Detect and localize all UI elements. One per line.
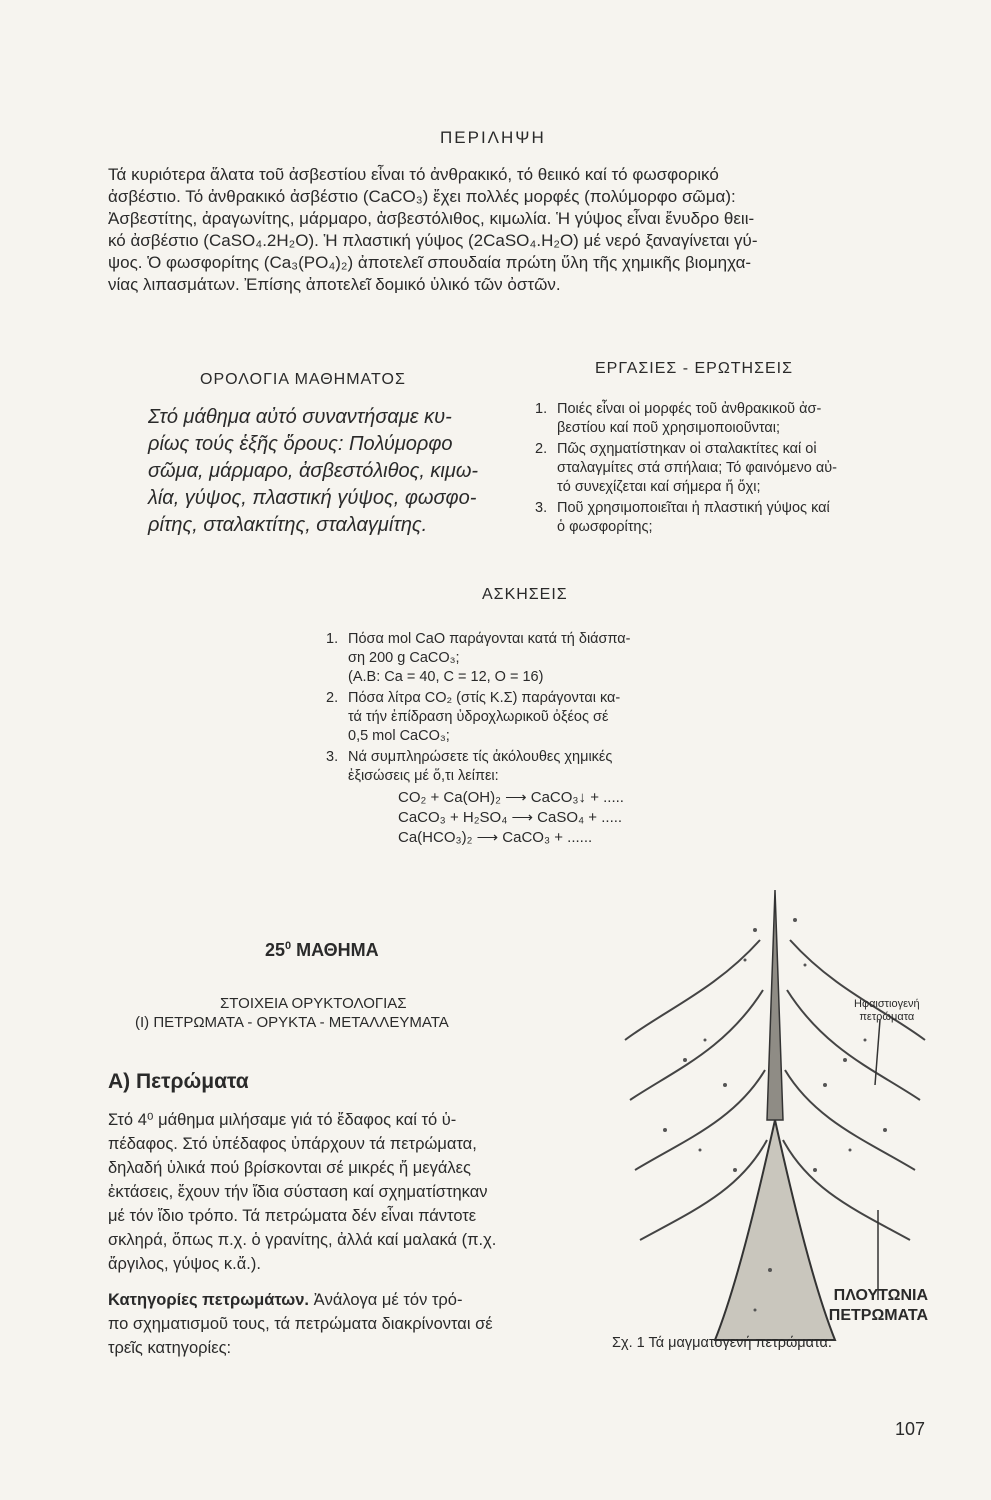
question-line: βεστίου καί ποῦ χρησιμοποιοῦνται;	[557, 420, 781, 436]
terminology-title: ΟΡΟΛΟΓΙΑ ΜΑΘΗΜΑΤΟΣ	[200, 371, 406, 388]
equations	[326, 788, 706, 848]
label-volcanic	[854, 998, 920, 1024]
terminology-line: ρίως τούς ἑξῆς ὅρους: Πολύμορφο	[148, 433, 453, 455]
categories-heading: Κατηγορίες πετρωμάτων.	[108, 1291, 309, 1309]
label-plutonic	[806, 1286, 928, 1326]
lesson-number-sup: 0	[285, 940, 292, 952]
lesson-number: 25	[265, 940, 286, 960]
exercise-line: 0,5 mol CaCO₃;	[348, 728, 450, 744]
paragraph-line: πο σχηματισμοῦ τους, τά πετρώματα διακρίνονται σέ	[108, 1315, 493, 1333]
question-line: ὁ φωσφορίτης;	[557, 519, 653, 535]
question-line: Πῶς σχηματίστηκαν οἱ σταλακτίτες καί οἱ	[557, 441, 817, 457]
summary-line: κό ἀσβέστιο (CaSO₄.2H₂O). Ἡ πλαστική γύψος (2CaSO₄.H₂O) μέ νερό ξαναγίνεται γύ-	[108, 231, 758, 250]
lesson-paragraph-1	[108, 1108, 588, 1276]
exercise-item	[326, 630, 706, 687]
terminology-line: σῶμα, μάρμαρο, ἀσβεστόλιθος, κιμω-	[148, 460, 479, 482]
label-line: Ηφαιστιογενή	[854, 998, 920, 1010]
paragraph-line: Στό 4⁰ μάθημα μιλήσαμε γιά τό ἔδαφος καί τό ὑ-	[108, 1111, 457, 1129]
question-line: τό συνεχίζεται καί σήμερα ἤ ὄχι;	[557, 479, 761, 495]
exercise-line: Πόσα λίτρα CO₂ (στίς Κ.Σ) παράγονται κα-	[348, 690, 621, 706]
label-line: ΠΛΟΥΤΩΝΙΑ	[833, 1287, 928, 1304]
question-item	[535, 400, 915, 438]
magmatic-rocks-illustration	[595, 870, 955, 1350]
question-line: σταλαγμίτες στά σπήλαια; Τό φαινόμενο αὐ-	[557, 460, 837, 476]
rock-layers-right	[783, 940, 925, 1240]
terminology-text	[148, 404, 518, 539]
exercise-line: (Α.Β: Ca = 40, C = 12, O = 16)	[348, 669, 544, 685]
question-number: 1.	[535, 401, 548, 417]
summary-line: νίας λιπασμάτων. Ἐπίσης ἀποτελεῖ δομικό ὑλικό τῶν ὀστῶν.	[108, 275, 561, 294]
figure-caption: Σχ. 1 Τά μαγματογενή πετρώματα.	[612, 1335, 832, 1351]
exercises-title: ΑΣΚΗΣΕΙΣ	[482, 586, 568, 603]
summary-line: Τά κυριότερα ἅλατα τοῦ ἀσβεστίου εἶναι τό ἀνθρακικό, τό θειικό καί τό φωσφορικό	[108, 165, 719, 184]
lesson-word: ΜΑΘΗΜΑ	[296, 940, 379, 960]
summary-line: Ἀσβεστίτης, ἀραγωνίτης, μάρμαρο, ἀσβεστόλιθος, κιμωλία. Ἡ γύψος εἶναι ἔνυδρο θειι-	[108, 209, 755, 228]
equation: Ca(HCO₃)₂ ⟶ CaCO₃ + ......	[398, 829, 593, 846]
equation: CaCO₃ + H₂SO₄ ⟶ CaSO₄ + .....	[398, 809, 623, 826]
exercise-number: 1.	[326, 631, 339, 647]
label-line: πετρώματα	[859, 1011, 915, 1023]
questions-title: ΕΡΓΑΣΙΕΣ - ΕΡΩΤΗΣΕΙΣ	[595, 360, 794, 377]
summary-line: ψος. Ὁ φωσφορίτης (Ca₃(PO₄)₂) ἀποτελεῖ σπουδαία πρώτη ὕλη τῆς χημικῆς βιομηχα-	[108, 253, 752, 272]
question-number: 3.	[535, 500, 548, 516]
paragraph-line: μέ τόν ἴδιο τρόπο. Τά πετρώματα δέν εἶναι πάντοτε	[108, 1207, 477, 1225]
question-item	[535, 440, 915, 497]
question-line: Ποῦ χρησιμοποιεῖται ἡ πλαστική γύψος καί	[557, 500, 830, 516]
terminology-line: Στό μάθημα αὐτό συναντήσαμε κυ-	[148, 406, 452, 428]
equation: CO₂ + Ca(OH)₂ ⟶ CaCO₃↓ + .....	[398, 789, 624, 806]
paragraph-line: ἄργιλος, γύψος κ.ἄ.).	[108, 1255, 261, 1273]
paragraph-line: πέδαφος. Στό ὑπέδαφος ὑπάρχουν τά πετρώματα,	[108, 1135, 477, 1153]
page-number: 107	[895, 1419, 926, 1439]
exercise-line: ἐξισώσεις μέ ὅ,τι λείπει:	[348, 768, 499, 784]
exercise-line: Νά συμπληρώσετε τίς ἀκόλουθες χημικές	[348, 749, 613, 765]
paragraph-line: ἐκτάσεις, ἔχουν τήν ἴδια σύσταση καί σχηματίστηκαν	[108, 1183, 488, 1201]
exercise-item	[326, 748, 706, 786]
exercise-line: τά τήν ἐπίδραση ὑδροχλωρικοῦ ὀξέος σέ	[348, 709, 609, 725]
question-item	[535, 499, 915, 537]
paragraph-line: δηλαδή ὑλικά πού βρίσκονται σέ μικρές ἤ μεγάλες	[108, 1159, 471, 1177]
terminology-line: ρίτης, σταλακτίτης, σταλαγμίτης.	[148, 514, 428, 536]
exercises-list	[326, 630, 706, 848]
questions-list	[535, 400, 915, 539]
question-number: 2.	[535, 441, 548, 457]
exercise-line: Πόσα mol CaO παράγονται κατά τή διάσπα-	[348, 631, 631, 647]
paragraph-line: σκληρά, ὅπως π.χ. ὁ γρανίτης, ἀλλά καί μαλακά (π.χ.	[108, 1231, 497, 1249]
exercise-line: ση 200 g CaCO₃;	[348, 650, 460, 666]
question-line: Ποιές εἶναι οἱ μορφές τοῦ ἀνθρακικοῦ ἀσ-	[557, 401, 822, 417]
exercise-number: 2.	[326, 690, 339, 706]
summary-line: ἀσβέστιο. Τό ἀνθρακικό ἀσβέστιο (CaCO₃) ἔχει πολλές μορφές (πολύμορφο σῶμα):	[108, 187, 736, 206]
label-line: ΠΕΤΡΩΜΑΤΑ	[828, 1307, 928, 1324]
rock-layers-left	[625, 940, 767, 1240]
lesson-subtitle-1: ΣΤΟΙΧΕΙΑ ΟΡΥΚΤΟΛΟΓΙΑΣ	[220, 995, 407, 1012]
exercise-number: 3.	[326, 749, 339, 765]
terminology-line: λία, γύψος, πλαστική γύψος, φωσφο-	[148, 487, 477, 509]
exercise-item	[326, 689, 706, 746]
summary-text	[108, 164, 928, 296]
volcanic-vent	[767, 890, 783, 1120]
lesson-heading	[265, 940, 379, 961]
summary-title: ΠΕΡΙΛΗΨΗ	[440, 128, 546, 147]
section-title: Α) Πετρώματα	[108, 1070, 249, 1093]
paragraph-line: τρεῖς κατηγορίες:	[108, 1339, 232, 1357]
lesson-paragraph-2	[108, 1288, 588, 1360]
paragraph-line: Ἀνάλογα μέ τόν τρό-	[313, 1291, 463, 1309]
lesson-subtitle-2: (Ι) ΠΕΤΡΩΜΑΤΑ - ΟΡΥΚΤΑ - ΜΕΤΑΛΛΕΥΜΑΤΑ	[135, 1014, 449, 1031]
